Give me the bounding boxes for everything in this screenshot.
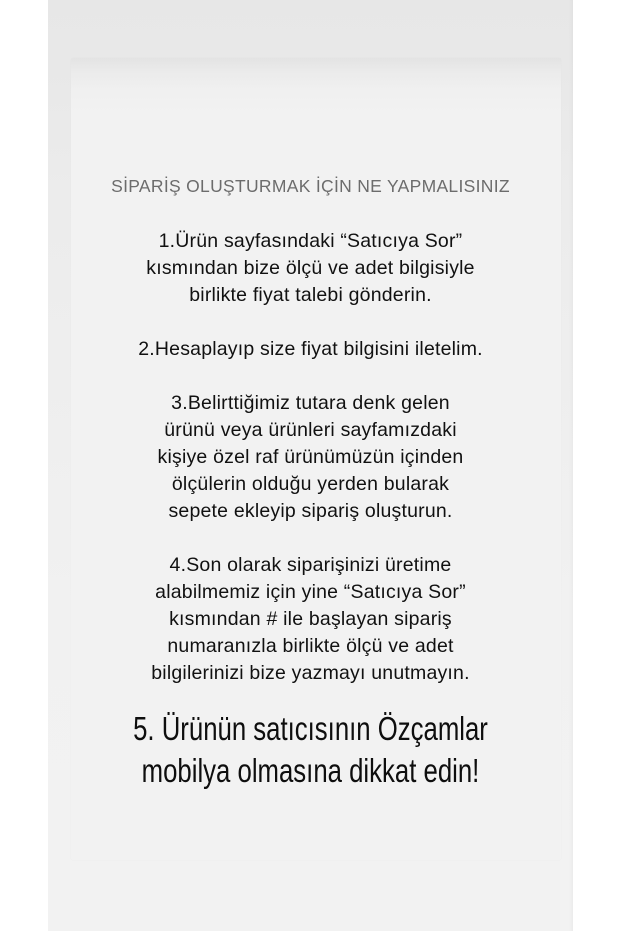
step-1: [48, 228, 573, 309]
step-3-line-5: sepete ekleyip sipariş oluşturun.: [168, 500, 453, 522]
step-4-line-1: 4.Son olarak siparişinizi üretime: [169, 554, 452, 576]
step-1-line-2: kısmından bize ölçü ve adet bilgisiyle: [146, 257, 475, 279]
step-5-line-1: 5. Ürünün satıcısının Özçamlar: [133, 710, 488, 747]
step-4-line-5: bilgilerinizi bize yazmayı unutmayın.: [151, 662, 470, 684]
step-3-line-1: 3.Belirttiğimiz tutara denk gelen: [171, 392, 450, 414]
step-4-line-2: alabilmemiz için yine “Satıcıya Sor”: [155, 581, 466, 603]
step-5-warning: [48, 708, 573, 792]
step-5-line-2: mobilya olmasına dikkat edin!: [141, 752, 480, 789]
step-4-line-4: numaranızla birlikte ölçü ve adet: [167, 635, 454, 657]
step-3-line-2: ürünü veya ürünleri sayfamızdaki: [164, 419, 457, 441]
step-3-line-4: ölçülerin olduğu yerden bularak: [171, 473, 450, 495]
step-4: [48, 552, 573, 687]
step-3-line-3: kişiye özel raf ürünümüzün içinden: [157, 446, 464, 468]
step-1-line-1: 1.Ürün sayfasındaki “Satıcıya Sor”: [158, 230, 463, 252]
step-3: [48, 390, 573, 525]
instructions-heading: SİPARİŞ OLUŞTURMAK İÇİN NE YAPMALISINIZ: [111, 176, 510, 196]
step-2-line-1: 2.Hesaplayıp size fiyat bilgisini iletelim.: [138, 338, 483, 360]
step-4-line-3: kısmından # ile başlayan sipariş: [169, 608, 452, 630]
step-1-line-3: birlikte fiyat talebi gönderin.: [189, 284, 432, 306]
step-2: [48, 336, 573, 363]
